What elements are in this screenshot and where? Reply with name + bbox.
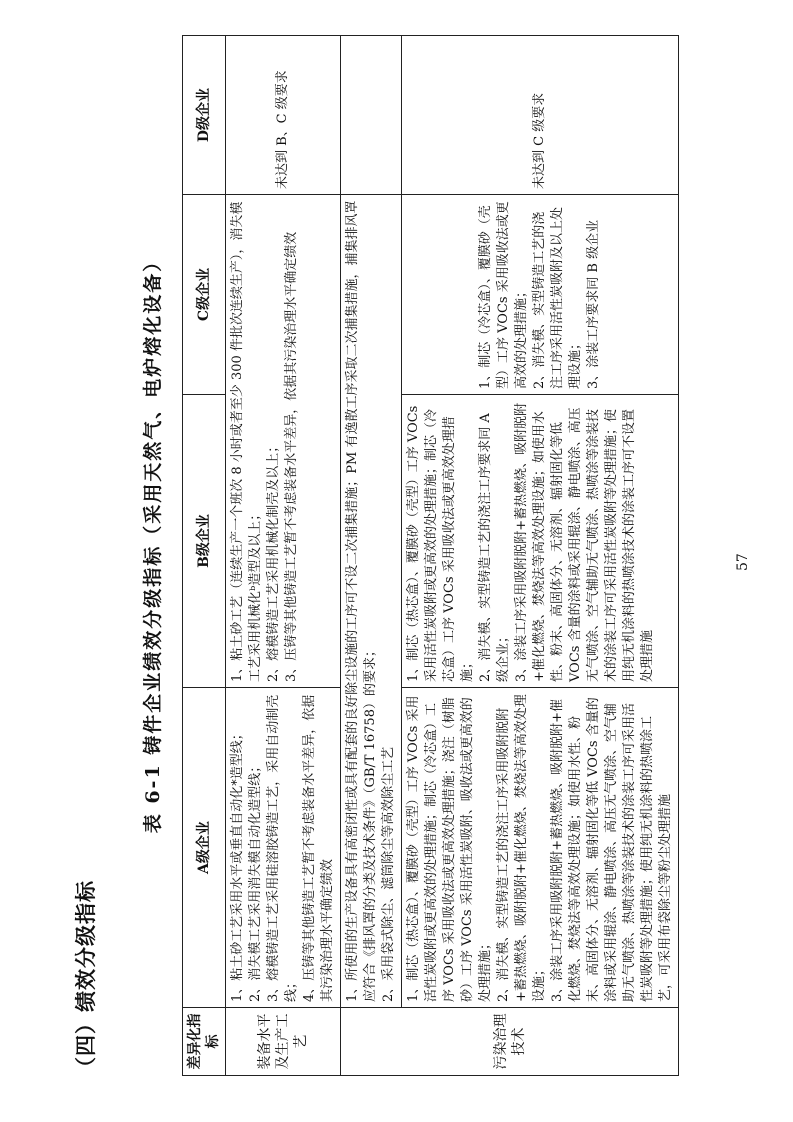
header-b: B级企业 [183, 395, 226, 688]
header-d: D级企业 [183, 36, 226, 195]
empty-cell [341, 36, 402, 195]
list-item: 1、粘土砂工艺（连续生产一个班次 8 小时或者至少 300 件批次连续生产），消失模工艺采用机械化ᵇ造型及以上； [230, 201, 263, 682]
table-row [226, 36, 341, 1076]
list-item: 2、熔模铸造工艺采用机械化制壳及以上； [266, 439, 281, 682]
indicator-pollution: 污染治理技术 [341, 1008, 679, 1076]
table-row [402, 36, 679, 1076]
header-c: C级企业 [183, 195, 226, 395]
table-row [341, 36, 402, 1076]
grading-table [182, 35, 679, 1076]
header-indicator: 差异化指标 [183, 1008, 226, 1076]
list-item: 3、压铸等其他铸造工艺暂不考虑装备水平差异，依据其污染治理水平确定绩效 [284, 231, 299, 682]
section-heading: （四）绩效分级指标 [73, 880, 98, 1078]
list-item: 3、涂装工序采用吸附脱附+蓄热燃烧、吸附脱附+催化燃烧、焚烧法等高效处理设施；如使用水性、粉末、高固体分、无溶剂、辐射固化等低 VOCs 含量的涂料或采用辊涂、静电喷涂、高压无气喷涂、空气辅助无气喷涂、热喷涂等涂装技术的涂装工序可采用活性炭吸附等处理措施；使用纯无机涂料的热喷涂工艺，可采用布袋除尘等粉尘处理措施 [550, 697, 673, 1002]
pollution-d: 未达到 C 级要求 [402, 36, 679, 195]
indicator-equipment: 装备水平及生产工艺 [226, 1008, 341, 1076]
header-row [183, 36, 226, 1076]
list-item: 3、熔模铸造工艺采用硅溶胶铸造工艺，采用自动制壳线； [266, 694, 299, 1002]
list-item: 2、消失模、实型铸造工艺的浇注工序采用吸附脱附+蓄热燃烧、吸附脱附+催化燃烧、焚烧法等高效处理设施； [496, 694, 547, 1002]
merged-dust-requirements [341, 195, 402, 1008]
list-item: 1、制芯（冷芯盒）、覆膜砂（壳型）工序 VOCs 采用吸收法或更高效的处理措施； [478, 201, 529, 389]
header-a: A级企业 [183, 688, 226, 1008]
pollution-b [402, 395, 679, 688]
pollution-a [402, 688, 679, 1008]
table-title: 表 6-1 铸件企业绩效分级指标（采用天然气、电炉熔化设备） [142, 250, 164, 834]
list-item: 1、制芯（热芯盒）、覆膜砂（壳型）工序 VOCs 采用活性炭吸附或更高效的处理措施；制芯（冷芯盒）工序 VOCs 采用吸收法或更高效处理措施；浇注（树脂砂）工序 VOCs 采用活性炭吸附、吸收法或更高效的处理措施； [406, 695, 493, 1002]
list-item: 3、涂装工序采用吸附脱附+蓄热燃烧、吸附脱附+催化燃烧、焚烧法等高效处理设施；如使用水性、粉末、高固体分、无溶剂、辐射固化等低 VOCs 含量的涂料或采用辊涂、静电喷涂、高压无气喷涂、空气辅助无气喷涂、热喷涂等涂装技术的涂装工序可采用活性炭吸附等处理措施；使用纯无机涂料的热喷涂技术的涂装工序可不设置处理措施 [514, 402, 655, 682]
pollution-c [402, 195, 679, 395]
list-item: 2、消失模工艺采用消失模自动化造型线； [248, 759, 263, 1002]
list-item: 2、消失模、实型铸造工艺的浇注工序采用活性炭吸附及以上处理设施； [532, 206, 583, 389]
equipment-bc [226, 195, 341, 688]
list-item: 1、所使用的生产设备具有高密闭性或具有配套的良好除尘设施的工序可不设二次捕集措施；PM 有逸散工序采取二次捕集措施，捕集排风罩应符合《排风罩的分类及技术条件》（GB/T 16758）的要求； [345, 200, 378, 1002]
list-item: 2、消失模、实型铸造工艺的浇注工序要求同 A 级企业； [478, 413, 511, 682]
equipment-d: 未达到 B、C 级要求 [226, 36, 341, 195]
list-item: 2、采用袋式除尘、滤筒除尘等高效除尘工艺 [381, 746, 396, 1002]
list-item: 1、制芯（热芯盒）、覆膜砂（壳型）工序 VOCs 采用活性炭吸附或更高效的处理措施；制芯（冷芯盒）工序 VOCs 采用吸收法或更高效处理措施； [406, 405, 475, 682]
page-number: 57 [735, 553, 751, 571]
equipment-a [226, 688, 341, 1008]
list-item: 4、压铸等其他铸造工艺暂不考虑装备水平差异，依据其污染治理水平确定绩效 [302, 694, 335, 1002]
list-item: 3、涂装工序要求同 B 级企业 [586, 219, 601, 389]
list-item: 1、粘土砂工艺采用水平或垂直自动化*造型线； [230, 727, 245, 1002]
